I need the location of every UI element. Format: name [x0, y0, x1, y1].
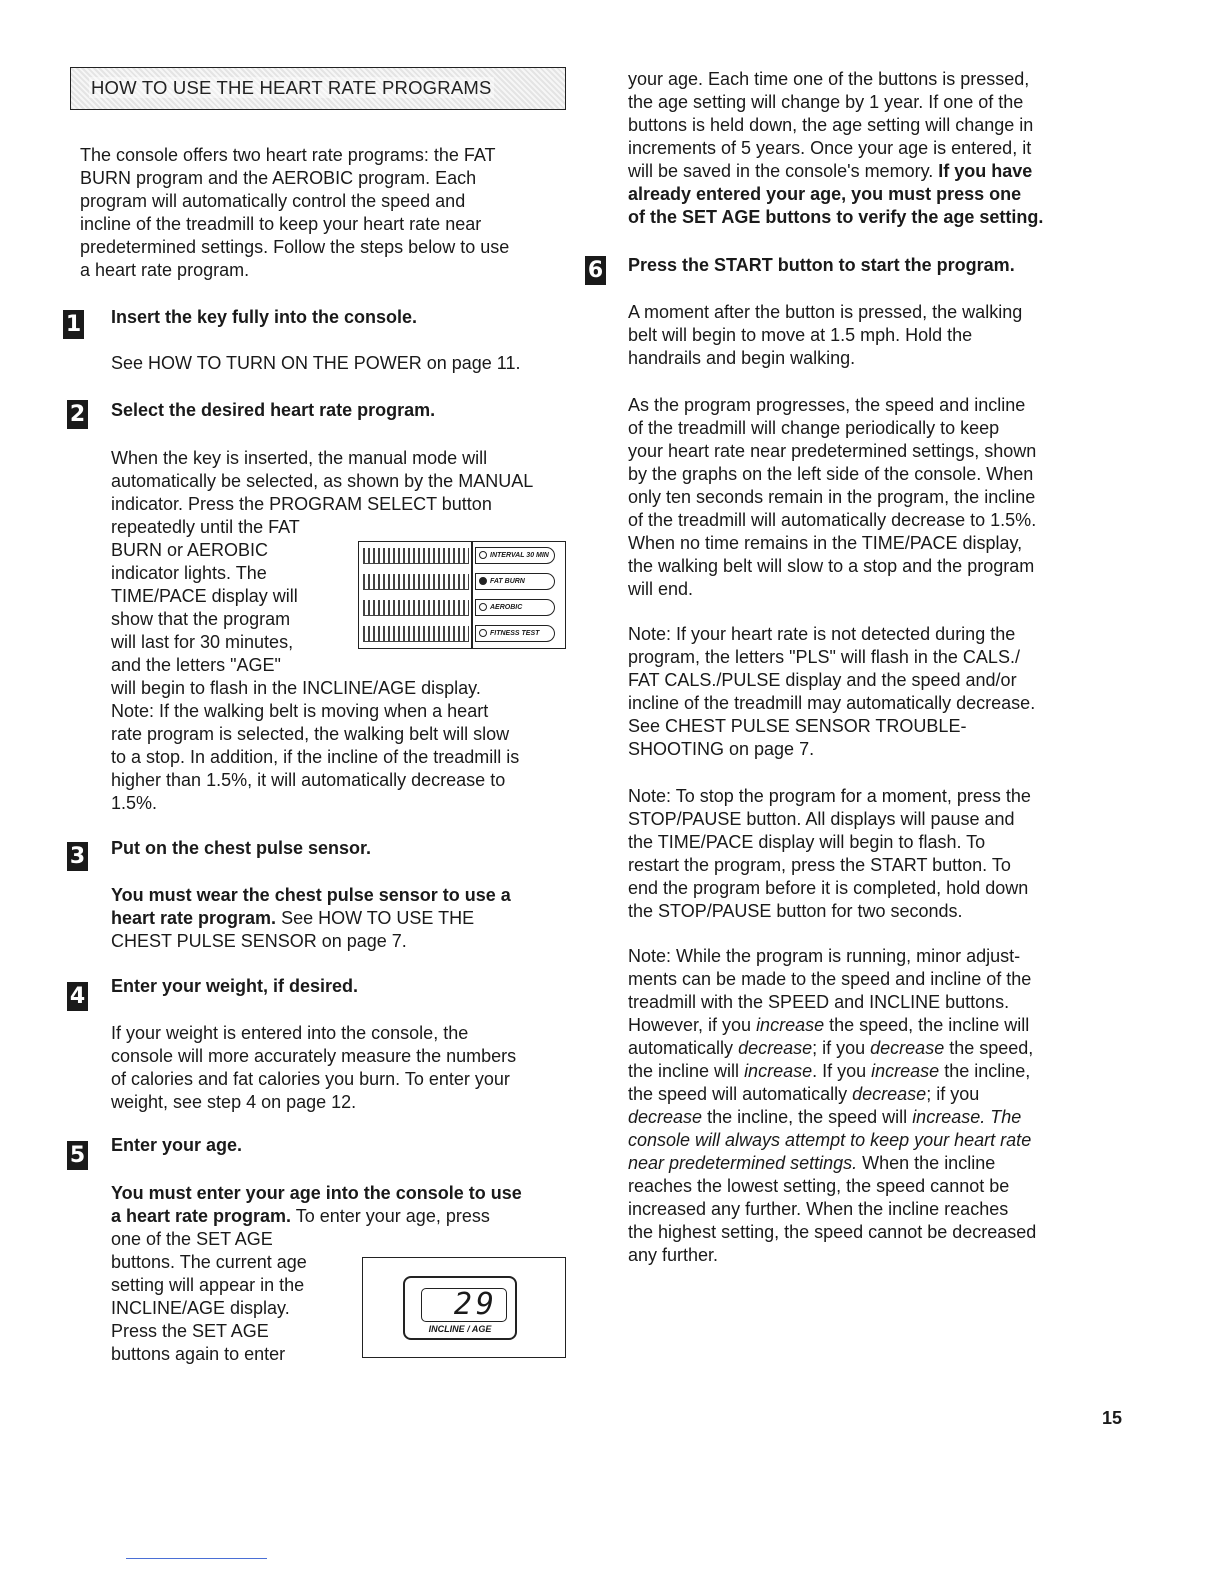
body-line: of the treadmill will change periodically to keep	[628, 418, 1000, 438]
body-line: INCLINE/AGE display.	[111, 1298, 290, 1318]
incline-age-display-illustration	[362, 1257, 566, 1358]
body-line-bold: already entered your age, you must press one	[628, 184, 1022, 204]
body-line: increments of 5 years. Once your age is entered, it	[628, 138, 1032, 158]
page-number: 15	[1102, 1408, 1123, 1428]
indicator-light	[479, 577, 487, 585]
body-line: SHOOTING on page 7.	[628, 739, 815, 759]
body-line: decrease the incline, the speed will increase. The	[628, 1107, 1022, 1127]
indicator-light	[479, 629, 487, 637]
step-number-badge: 6	[585, 256, 606, 285]
body-line: setting will appear in the	[111, 1275, 305, 1295]
body-line: BURN or AEROBIC	[111, 540, 269, 560]
body-line: FAT CALS./PULSE display and the speed and/or	[628, 670, 1017, 690]
body-line: end the program before it is completed, hold down	[628, 878, 1029, 898]
step-title: Press the START button to start the program.	[628, 255, 1015, 275]
body-line: show that the program	[111, 609, 291, 629]
body-line: repeatedly until the FAT	[111, 517, 300, 537]
intro-line: a heart rate program.	[80, 260, 250, 280]
body-line: buttons is held down, the age setting will change in	[628, 115, 1034, 135]
body-line-italic: console will always attempt to keep your heart rate	[628, 1130, 1032, 1150]
body-line: of the treadmill will automatically decrease to 1.5%.	[628, 510, 1037, 530]
body-line: treadmill with the SPEED and INCLINE buttons.	[628, 992, 1010, 1012]
body-line: buttons again to enter	[111, 1344, 286, 1364]
program-graph	[363, 600, 469, 616]
step-body-bold: You must enter your age into the console to use	[111, 1183, 522, 1203]
body-line: will last for 30 minutes,	[111, 632, 294, 652]
body-line: your age. Each time one of the buttons is pressed,	[628, 69, 1030, 89]
body-line: When the key is inserted, the manual mode will	[111, 448, 488, 468]
program-indicator: INTERVAL 30 MIN	[475, 547, 555, 564]
step-title: Enter your weight, if desired.	[111, 976, 359, 996]
step-number-badge: 2	[67, 400, 88, 429]
body-line: ments can be made to the speed and incline of the	[628, 969, 1032, 989]
program-graph	[363, 548, 469, 564]
lcd-frame	[403, 1276, 517, 1340]
panel-row	[359, 544, 564, 567]
step-title: Select the desired heart rate program.	[111, 400, 436, 420]
body-line: restart the program, press the START button. To	[628, 855, 1011, 875]
indicator-light	[479, 603, 487, 611]
body-line: and the letters "AGE"	[111, 655, 281, 675]
body-line: weight, see step 4 on page 12.	[111, 1092, 357, 1112]
body-line: increased any further. When the incline reaches	[628, 1199, 1009, 1219]
body-line: handrails and begin walking.	[628, 348, 856, 368]
body-line: console will more accurately measure the numbers	[111, 1046, 517, 1066]
program-indicator: FITNESS TEST	[475, 625, 555, 642]
body-line: reaches the lowest setting, the speed cannot be	[628, 1176, 1010, 1196]
section-banner	[70, 67, 566, 110]
step-body-line: a heart rate program. To enter your age, press	[111, 1206, 490, 1226]
body-line: Note: To stop the program for a moment, press the	[628, 786, 1031, 806]
body-line: belt will begin to move at 1.5 mph. Hold the	[628, 325, 973, 345]
body-line: Press the SET AGE	[111, 1321, 269, 1341]
body-line: any further.	[628, 1245, 719, 1265]
step-title: Put on the chest pulse sensor.	[111, 838, 372, 858]
step-body-bold: You must wear the chest pulse sensor to use a	[111, 885, 511, 905]
body-line: will be saved in the console's memory. If you have	[628, 161, 1033, 181]
body-line: near predetermined settings. When the incline	[628, 1153, 996, 1173]
intro-line: predetermined settings. Follow the steps below to use	[80, 237, 510, 257]
indicator-light	[479, 551, 487, 559]
body-line: When no time remains in the TIME/PACE display,	[628, 533, 1023, 553]
body-line: higher than 1.5%, it will automatically decrease to	[111, 770, 506, 790]
body-line: the highest setting, the speed cannot be decreased	[628, 1222, 1037, 1242]
program-graph	[363, 574, 469, 590]
body-line: STOP/PAUSE button. All displays will pause and	[628, 809, 1015, 829]
step-number-badge: 3	[67, 842, 88, 871]
body-line: only ten seconds remain in the program, the incline	[628, 487, 1036, 507]
body-line: the incline will increase. If you increase the incline,	[628, 1061, 1031, 1081]
program-indicator: AEROBIC	[475, 599, 555, 616]
step-body: See HOW TO TURN ON THE POWER on page 11.	[111, 353, 521, 373]
body-line: rate program is selected, the walking belt will slow	[111, 724, 510, 744]
body-line: by the graphs on the left side of the console. When	[628, 464, 1034, 484]
body-line: indicator lights. The	[111, 563, 267, 583]
step-body-line: heart rate program. See HOW TO USE THE	[111, 908, 475, 928]
step-number-badge: 5	[67, 1141, 88, 1170]
age-readout: 29	[421, 1288, 507, 1322]
body-line: to a stop. In addition, if the incline of the treadmill is	[111, 747, 520, 767]
body-line: If your weight is entered into the console, the	[111, 1023, 469, 1043]
intro-line: The console offers two heart rate programs: the FAT	[80, 145, 496, 165]
body-line: of calories and fat calories you burn. To enter your	[111, 1069, 510, 1089]
body-line: the STOP/PAUSE button for two seconds.	[628, 901, 963, 921]
footer-rule	[126, 1558, 267, 1559]
body-line: the age setting will change by 1 year. If one of the	[628, 92, 1024, 112]
body-line: TIME/PACE display will	[111, 586, 298, 606]
body-line: incline of the treadmill may automatically decrease.	[628, 693, 1036, 713]
body-line: one of the SET AGE	[111, 1229, 273, 1249]
panel-row	[359, 596, 564, 619]
intro-line: program will automatically control the speed and	[80, 191, 466, 211]
program-graph	[363, 626, 469, 642]
body-line: your heart rate near predetermined settings, shown	[628, 441, 1037, 461]
step-body-line: CHEST PULSE SENSOR on page 7.	[111, 931, 407, 951]
program-indicator: FAT BURN	[475, 573, 555, 590]
panel-row	[359, 570, 564, 593]
body-line: indicator. Press the PROGRAM SELECT button	[111, 494, 492, 514]
step-title: Insert the key fully into the console.	[111, 307, 418, 327]
body-line: A moment after the button is pressed, the walking	[628, 302, 1023, 322]
body-line: automatically be selected, as shown by the MANUAL	[111, 471, 534, 491]
intro-line: incline of the treadmill to keep your heart rate near	[80, 214, 482, 234]
body-line-bold: of the SET AGE buttons to verify the age setting.	[628, 207, 1044, 227]
body-line: As the program progresses, the speed and incline	[628, 395, 1026, 415]
body-line: program, the letters "PLS" will flash in the CALS./	[628, 647, 1020, 667]
body-line: 1.5%.	[111, 793, 158, 813]
body-line: will end.	[628, 579, 694, 599]
body-line: the speed will automatically decrease; if you	[628, 1084, 980, 1104]
body-line: However, if you increase the speed, the incline will	[628, 1015, 1030, 1035]
body-line: Note: While the program is running, minor adjust-	[628, 946, 1021, 966]
body-line: buttons. The current age	[111, 1252, 307, 1272]
step-title: Enter your age.	[111, 1135, 243, 1155]
body-line: the TIME/PACE display will begin to flash. To	[628, 832, 986, 852]
body-line: See CHEST PULSE SENSOR TROUBLE-	[628, 716, 967, 736]
body-line: will begin to flash in the INCLINE/AGE display.	[111, 678, 481, 698]
section-title: HOW TO USE THE HEART RATE PROGRAMS	[91, 77, 492, 98]
body-line: automatically decrease; if you decrease the speed,	[628, 1038, 1034, 1058]
step-number-badge: 4	[67, 982, 88, 1011]
intro-line: BURN program and the AEROBIC program. Each	[80, 168, 477, 188]
body-line: Note: If your heart rate is not detected during the	[628, 624, 1016, 644]
body-line: Note: If the walking belt is moving when a heart	[111, 701, 489, 721]
panel-row	[359, 622, 564, 645]
body-line: the walking belt will slow to a stop and the program	[628, 556, 1035, 576]
step-number-badge: 1	[63, 310, 84, 339]
display-label: INCLINE / AGE	[428, 1324, 492, 1334]
program-indicator-panel	[358, 541, 566, 649]
